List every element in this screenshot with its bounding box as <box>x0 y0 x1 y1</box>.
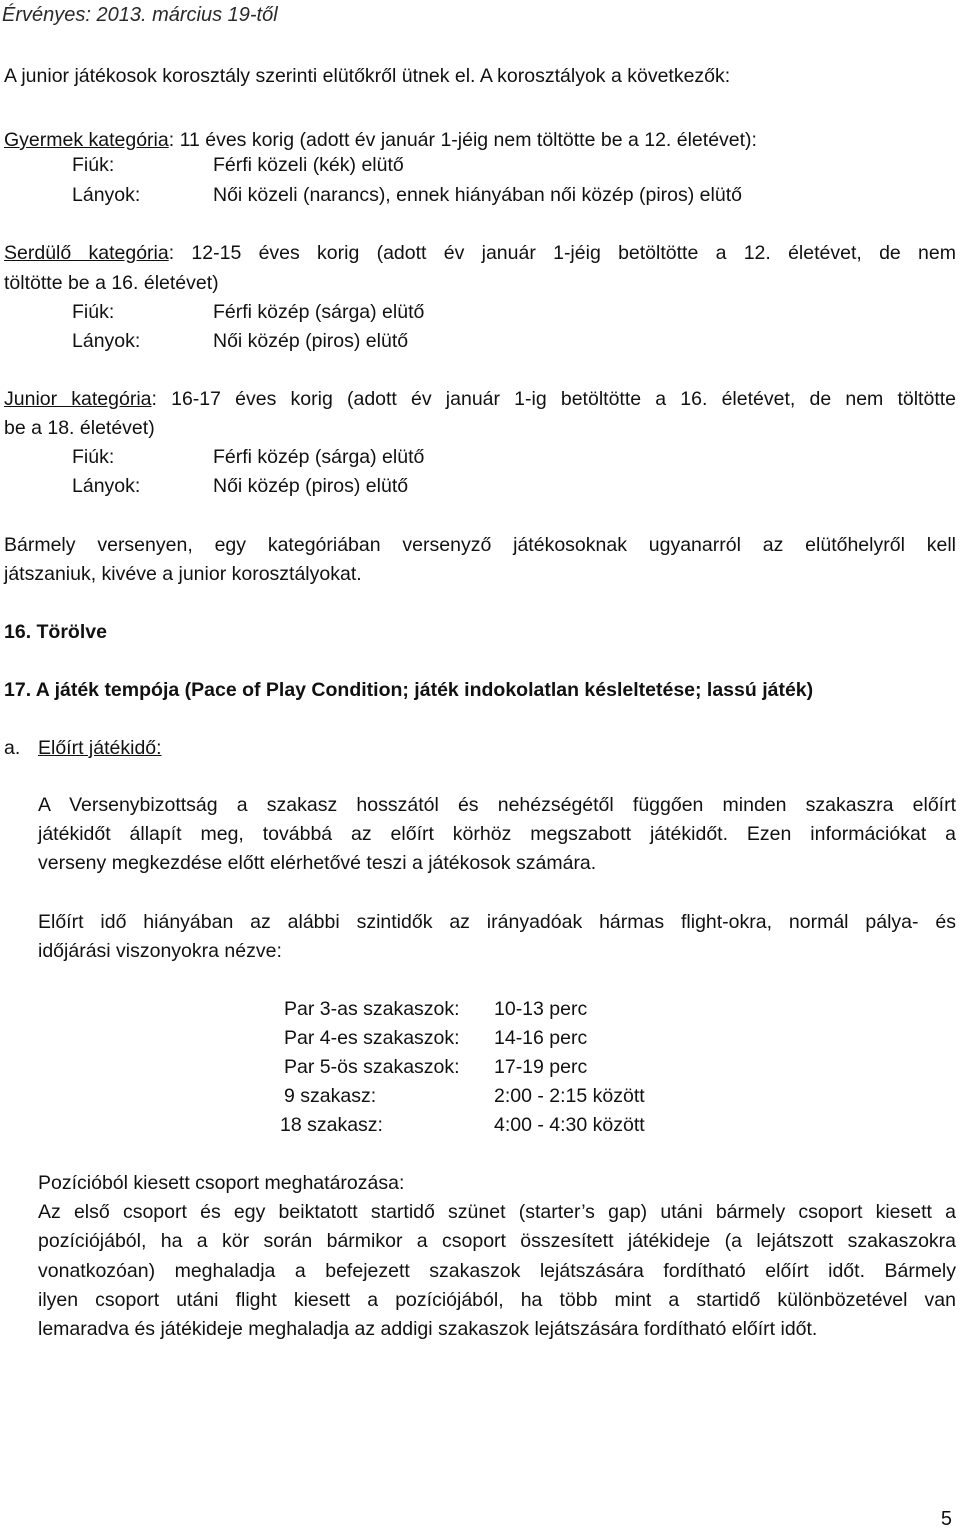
serdulo-girls-tee: Női közép (piros) elütő <box>213 330 409 352</box>
gyermek-girls-tee: Női közeli (narancs), ennek hiányában női közép (piros) elütő <box>213 184 742 206</box>
para2-line-1: Előírt idő hiányában az alábbi szintidők az irányadóak hármas flight-okra, normál pálya- és <box>38 911 956 933</box>
junior-line-1 <box>4 387 956 411</box>
time-label: 18 szakasz: <box>280 1114 383 1136</box>
serdulo-boys-label: Fiúk: <box>72 301 115 323</box>
serdulo-girls-label: Lányok: <box>72 330 141 352</box>
para1-line-3: verseny megkezdése előtt elérhetővé teszi a játékosok számára. <box>38 852 597 874</box>
para3-line-2: pozíciójából, ha a kör során bármikor a csoport összesített játékideje (a lejátszott szakaszokra <box>38 1230 956 1252</box>
junior-desc-2: be a 18. életévet) <box>4 417 155 439</box>
subsection-a-title <box>38 736 162 760</box>
gyermek-line <box>4 128 757 152</box>
para3-line-3: vonatkozóan) meghaladja a befejezett szakaszok lejátszására fordítható előírt időt. Bármely <box>38 1260 956 1282</box>
time-value: 14-16 perc <box>494 1027 588 1049</box>
gyermek-boys-label: Fiúk: <box>72 154 115 176</box>
subsection-a-title-text: Előírt játékidő: <box>38 737 162 759</box>
any-comp-line-2: játszaniuk, kivéve a junior korosztályokat. <box>4 563 362 585</box>
intro-text: A junior játékosok korosztály szerinti elütőkről ütnek el. A korosztályok a következők: <box>4 65 731 87</box>
time-label: 9 szakasz: <box>284 1085 377 1107</box>
time-value: 2:00 - 2:15 között <box>494 1085 645 1107</box>
time-value: 10-13 perc <box>494 998 588 1020</box>
time-value: 4:00 - 4:30 között <box>494 1114 645 1136</box>
para3-line-1: Az első csoport és egy beiktatott startidő szünet (starter’s gap) utáni bármely csoport kiesett a <box>38 1201 956 1223</box>
para3-line-4: ilyen csoport utáni flight kiesett a pozíciójából, ha több mint a startidő különbözetével van <box>38 1289 956 1311</box>
junior-boys-label: Fiúk: <box>72 446 115 468</box>
gyermek-girls-label: Lányok: <box>72 184 141 206</box>
gyermek-desc: : 11 éves korig (adott év január 1-jéig nem töltötte be a 12. életévet): <box>168 129 757 151</box>
junior-girls-tee: Női közép (piros) elütő <box>213 475 409 497</box>
time-label: Par 3-as szakaszok: <box>284 998 460 1020</box>
serdulo-boys-tee: Férfi közép (sárga) elütő <box>213 301 425 323</box>
para3-line-5: lemaradva és játékideje meghaladja az addigi szakaszok lejátszására fordítható előírt időt. <box>38 1318 818 1340</box>
para1-line-2: játékidőt állapít meg, továbbá az előírt körhöz megszabott játékidőt. Ezen információkat a <box>38 823 956 845</box>
serdulo-line-1 <box>4 241 956 265</box>
gyermek-category-name: Gyermek kategória <box>4 129 169 151</box>
para2-line-2: időjárási viszonyokra nézve: <box>38 940 282 962</box>
section-16-heading: 16. Törölve <box>4 621 107 643</box>
page-header: Érvényes: 2013. március 19-től <box>2 4 278 26</box>
time-label: Par 4-es szakaszok: <box>284 1027 460 1049</box>
time-label: Par 5-ös szakaszok: <box>284 1056 460 1078</box>
para1-line-1: A Versenybizottság a szakasz hosszától és nehézségétől függően minden szakaszra előírt <box>38 794 956 816</box>
junior-boys-tee: Férfi közép (sárga) elütő <box>213 446 425 468</box>
section-17-heading: 17. A játék tempója (Pace of Play Condition; játék indokolatlan késleltetése; lassú játék) <box>4 679 814 701</box>
any-comp-line-1: Bármely versenyen, egy kategóriában versenyző játékosoknak ugyanarról az elütőhelyről kell <box>4 534 956 556</box>
time-value: 17-19 perc <box>494 1056 588 1078</box>
para3-title: Pozícióból kiesett csoport meghatározása: <box>38 1172 405 1194</box>
page-number: 5 <box>940 1508 952 1530</box>
serdulo-category-name: Serdülő kategória <box>4 242 169 264</box>
subsection-a-letter: a. <box>4 737 21 759</box>
gyermek-boys-tee: Férfi közeli (kék) elütő <box>213 154 404 176</box>
serdulo-desc-2: töltötte be a 16. életévet) <box>4 272 219 294</box>
junior-category-name: Junior kategória <box>4 388 152 410</box>
junior-girls-label: Lányok: <box>72 475 141 497</box>
junior-desc-1: : 16-17 éves korig (adott év január 1-ig betöltötte a 16. életévet, de nem töltötte <box>151 388 956 410</box>
serdulo-desc-1: : 12-15 éves korig (adott év január 1-jéig betöltötte a 12. életévet, de nem <box>168 242 956 264</box>
